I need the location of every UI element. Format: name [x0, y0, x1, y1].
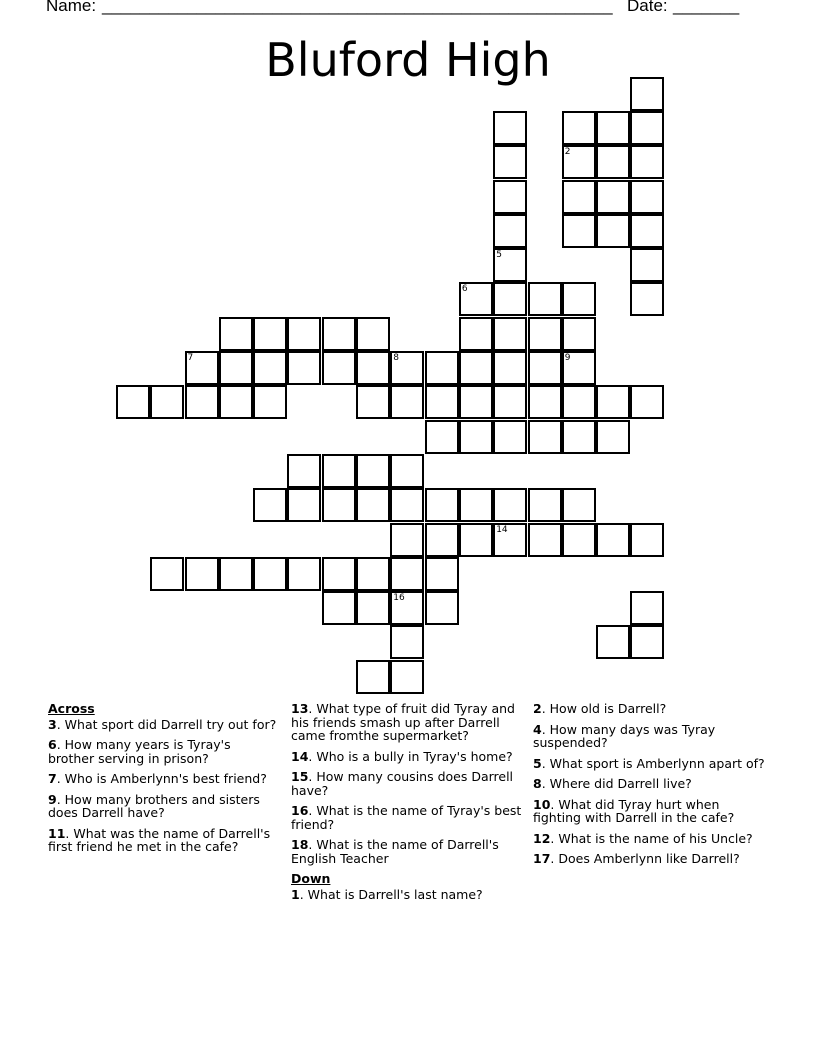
grid-cell[interactable] [356, 660, 390, 694]
grid-cell[interactable] [356, 591, 390, 625]
grid-cell[interactable] [596, 523, 630, 557]
grid-cell[interactable] [562, 488, 596, 522]
grid-cell[interactable] [253, 351, 287, 385]
clue-across-7: 7. Who is Amberlynn's best friend? [48, 771, 267, 786]
grid-cell[interactable] [562, 180, 596, 214]
clue-down-17: 17. Does Amberlynn like Darrell? [533, 851, 740, 866]
grid-cell[interactable] [425, 385, 459, 419]
clue-number: 6 [461, 284, 468, 295]
grid-cell[interactable] [493, 351, 527, 385]
grid-cell[interactable] [528, 317, 562, 351]
grid-cell[interactable] [562, 214, 596, 248]
clue-across-18: 18. What is the name of Darrell's English Teacher [291, 837, 499, 866]
grid-cell[interactable] [219, 317, 253, 351]
grid-cell[interactable] [322, 454, 356, 488]
grid-cell[interactable] [562, 111, 596, 145]
grid-cell[interactable] [562, 317, 596, 351]
grid-cell[interactable] [390, 351, 424, 385]
grid-cell[interactable] [562, 351, 596, 385]
grid-cell[interactable] [528, 523, 562, 557]
grid-cell[interactable] [150, 557, 184, 591]
grid-cell[interactable] [528, 351, 562, 385]
grid-cell[interactable] [253, 488, 287, 522]
grid-cell[interactable] [287, 454, 321, 488]
clue-number: 8 [393, 353, 400, 363]
clue-down-2: 2. How old is Darrell? [533, 701, 667, 716]
grid-cell[interactable] [528, 488, 562, 522]
clue-down-8: 8. Where did Darrell live? [533, 776, 692, 791]
grid-cell[interactable] [185, 385, 219, 419]
clue-across-15: 15. How many cousins does Darrell have? [291, 769, 514, 798]
grid-cell[interactable] [596, 180, 630, 214]
grid-cell[interactable] [322, 488, 356, 522]
grid-cell[interactable] [459, 420, 493, 454]
grid-cell[interactable] [493, 180, 527, 214]
grid-cell[interactable] [596, 214, 630, 248]
across-clues-column-2 [291, 702, 523, 908]
grid-cell[interactable] [459, 385, 493, 419]
clue-across-13: 13. What type of fruit did Tyray and his friends smash up after Darrell came fromthe supermarket? [291, 701, 515, 743]
grid-cell[interactable] [493, 523, 527, 557]
across-heading: Across [48, 701, 95, 716]
grid-cell[interactable] [493, 111, 527, 145]
date-label: Date: [627, 0, 668, 15]
grid-cell[interactable] [596, 625, 630, 659]
grid-cell[interactable] [562, 420, 596, 454]
across-clues-column-1 [48, 702, 280, 861]
grid-cell[interactable] [493, 420, 527, 454]
clue-number: 16 [393, 593, 405, 604]
clue-number: 14 [496, 524, 508, 535]
clue-down-12: 12. What is the name of his Uncle? [533, 830, 753, 846]
grid-cell[interactable] [493, 145, 527, 179]
grid-cell[interactable] [630, 625, 664, 659]
grid-cell[interactable] [493, 317, 527, 351]
grid-cell[interactable] [390, 660, 424, 694]
grid-cell[interactable] [322, 591, 356, 625]
grid-cell[interactable] [562, 145, 596, 179]
grid-cell[interactable] [287, 351, 321, 385]
grid-cell[interactable] [356, 317, 390, 351]
grid-cell[interactable] [390, 591, 424, 625]
puzzle-title: Bluford High [265, 33, 551, 87]
grid-cell[interactable] [630, 591, 664, 625]
grid-cell[interactable] [390, 625, 424, 659]
grid-cell[interactable] [562, 282, 596, 316]
name-line[interactable]: ______________________________________________________ [102, 0, 613, 15]
grid-cell[interactable] [630, 214, 664, 248]
grid-cell[interactable] [356, 454, 390, 488]
grid-cell[interactable] [253, 557, 287, 591]
grid-cell[interactable] [493, 214, 527, 248]
grid-cell[interactable] [493, 488, 527, 522]
grid-cell[interactable] [562, 523, 596, 557]
grid-cell[interactable] [425, 591, 459, 625]
grid-cell[interactable] [116, 385, 150, 419]
clue-across-9: 9. How many brothers and sisters does Darrell have? [48, 791, 260, 820]
grid-cell[interactable] [528, 420, 562, 454]
grid-cell[interactable] [596, 111, 630, 145]
grid-cell[interactable] [322, 351, 356, 385]
grid-cell[interactable] [219, 385, 253, 419]
grid-cell[interactable] [630, 248, 664, 282]
clue-across-16: 16. What is the name of Tyray's best friend? [291, 803, 522, 832]
clue-across-14: 14. Who is a bully in Tyray's home? [291, 748, 513, 764]
grid-cell[interactable] [390, 557, 424, 591]
grid-cell[interactable] [528, 282, 562, 316]
grid-cell[interactable] [596, 385, 630, 419]
grid-cell[interactable] [356, 385, 390, 419]
grid-cell[interactable] [630, 282, 664, 316]
clue-across-3: 3. What sport did Darrell try out for? [48, 716, 277, 732]
clue-number: 5 [496, 250, 502, 261]
grid-cell[interactable] [425, 557, 459, 591]
grid-cell[interactable] [185, 557, 219, 591]
grid-cell[interactable] [425, 420, 459, 454]
grid-cell[interactable] [287, 557, 321, 591]
grid-cell[interactable] [493, 385, 527, 419]
grid-cell[interactable] [390, 385, 424, 419]
date-line[interactable]: _______ [673, 0, 740, 15]
grid-cell[interactable] [630, 385, 664, 419]
grid-cell[interactable] [630, 180, 664, 214]
grid-cell[interactable] [459, 317, 493, 351]
name-label: Name: [46, 0, 97, 15]
grid-cell[interactable] [219, 351, 253, 385]
grid-cell[interactable] [425, 351, 459, 385]
grid-cell[interactable] [528, 385, 562, 419]
clue-across-6: 6. How many years is Tyray's brother serving in prison? [48, 737, 231, 766]
grid-cell[interactable] [150, 385, 184, 419]
grid-cell[interactable] [322, 557, 356, 591]
grid-cell[interactable] [459, 523, 493, 557]
grid-cell[interactable] [253, 317, 287, 351]
grid-cell[interactable] [390, 488, 424, 522]
grid-cell[interactable] [287, 488, 321, 522]
grid-cell[interactable] [185, 351, 219, 385]
grid-cell[interactable] [630, 523, 664, 557]
grid-cell[interactable] [356, 557, 390, 591]
clue-down-4: 4. How many days was Tyray suspended? [533, 721, 716, 750]
grid-cell[interactable] [356, 488, 390, 522]
grid-cell[interactable] [630, 145, 664, 179]
grid-cell[interactable] [630, 111, 664, 145]
grid-cell[interactable] [219, 557, 253, 591]
grid-cell[interactable] [253, 385, 287, 419]
grid-cell[interactable] [322, 317, 356, 351]
clue-down-1: 1. What is Darrell's last name? [291, 886, 483, 902]
grid-cell[interactable] [356, 351, 390, 385]
clue-down-10: 10. What did Tyray hurt when fighting with Darrell in the cafe? [533, 796, 735, 825]
grid-cell[interactable] [459, 488, 493, 522]
grid-cell[interactable] [459, 282, 493, 316]
grid-cell[interactable] [596, 145, 630, 179]
clue-number: 2 [564, 147, 571, 158]
down-heading: Down [291, 871, 331, 886]
grid-cell[interactable] [425, 523, 459, 557]
grid-cell[interactable] [493, 282, 527, 316]
clue-number: 7 [187, 353, 194, 363]
grid-cell[interactable] [493, 248, 527, 282]
clue-across-11: 11. What was the name of Darrell's first friend he met in the cafe? [48, 825, 271, 854]
grid-cell[interactable] [390, 523, 424, 557]
grid-cell[interactable] [630, 77, 664, 111]
down-clues-column [533, 702, 765, 873]
grid-cell[interactable] [425, 488, 459, 522]
grid-cell[interactable] [459, 351, 493, 385]
grid-cell[interactable] [596, 420, 630, 454]
grid-cell[interactable] [390, 454, 424, 488]
clue-down-5: 5. What sport is Amberlynn apart of? [533, 755, 765, 771]
clue-number: 9 [564, 353, 571, 363]
grid-cell[interactable] [562, 385, 596, 419]
grid-cell[interactable] [287, 317, 321, 351]
